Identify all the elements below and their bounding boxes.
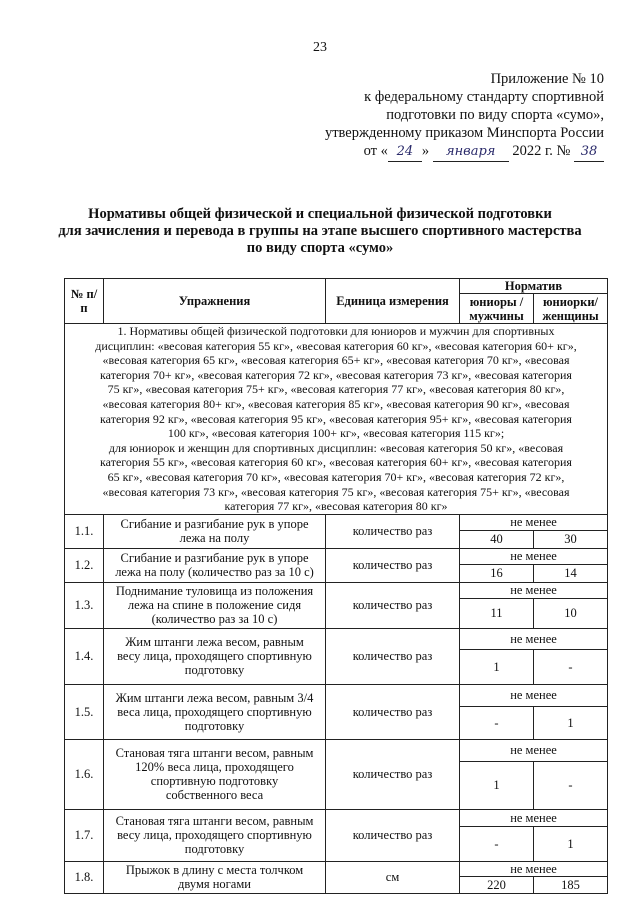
exercise-line: веса лица, проходящего спортивную: [117, 704, 312, 719]
exercise-line: Жим штанги лежа весом, равным: [125, 635, 304, 650]
row-number: 1.4.: [65, 628, 104, 684]
exercise-line: весу лица, проходящего спортивную: [117, 649, 312, 664]
row-value-men: 11: [460, 598, 534, 628]
exercise-line: Становая тяга штанги весом, равным: [115, 746, 314, 761]
norms-table: [64, 278, 608, 894]
exercise-line: Прыжок в длину с места толчком: [125, 863, 304, 878]
date-prefix: от «: [363, 143, 388, 159]
row-qualifier: не менее: [460, 582, 608, 598]
header-num: № п/п: [65, 279, 104, 324]
date-year-text: 2022 г. №: [512, 143, 571, 159]
section-line: «весовая категория 80+ кг», «весовая категория 85 кг», «весовая категория 90 кг», «весовая: [102, 396, 570, 411]
row-value-women: 1: [534, 706, 608, 739]
row-exercise: [104, 548, 326, 582]
section-line: категория 92 кг», «весовая категория 95 кг», «весовая категория 95+ кг», «весовая категория: [100, 411, 572, 426]
row-unit: количество раз: [326, 514, 460, 548]
table-row: [65, 514, 608, 530]
header-juniors-women: юниорки/ женщины: [534, 294, 608, 324]
order-number-handwritten: 38: [574, 143, 604, 162]
row-exercise: [104, 809, 326, 861]
exercise-line: (количество раз за 10 с): [151, 612, 278, 627]
row-unit: см: [326, 861, 460, 893]
table-row: [65, 739, 608, 761]
exercise-line: подготовку: [184, 663, 245, 678]
row-qualifier: не менее: [460, 684, 608, 706]
exercise-line: подготовку: [184, 718, 245, 733]
row-number: 1.3.: [65, 582, 104, 628]
row-value-women: 10: [534, 598, 608, 628]
row-value-men: -: [460, 826, 534, 861]
header-unit: Единица измерения: [326, 279, 460, 324]
row-unit: количество раз: [326, 684, 460, 739]
exercise-line: Сгибание и разгибание рук в упоре: [120, 517, 309, 532]
exercise-line: 120% веса лица, проходящего: [135, 760, 294, 775]
table-row: [65, 861, 608, 876]
section-heading: [65, 324, 608, 515]
appendix-line-1: Приложение № 10: [490, 71, 604, 87]
row-number: 1.1.: [65, 514, 104, 548]
appendix-block: [304, 70, 604, 162]
section-line: категория 55 кг», «весовая категория 60 кг», «весовая категория 60+ кг», «весовая категория: [100, 455, 572, 470]
row-number: 1.2.: [65, 548, 104, 582]
section-line: дисциплин: «весовая категория 55 кг», «весовая категория 60 кг», «весовая категория 60+ кг»,: [95, 338, 577, 353]
exercise-line: Жим штанги лежа весом, равным 3/4: [115, 690, 314, 705]
header-exercise: Упражнения: [104, 279, 326, 324]
row-value-men: 1: [460, 649, 534, 684]
table-row: [65, 548, 608, 564]
row-value-men: 40: [460, 530, 534, 548]
section-line: категория 77 кг», «весовая категория 80 кг»: [224, 499, 448, 514]
row-qualifier: не менее: [460, 514, 608, 530]
title-line-1: Нормативы общей физической и специальной физической подготовки: [88, 206, 552, 222]
row-qualifier: не менее: [460, 739, 608, 761]
table-row: [65, 582, 608, 598]
row-unit: количество раз: [326, 739, 460, 809]
row-value-men: 1: [460, 761, 534, 809]
row-exercise: [104, 684, 326, 739]
appendix-line-3: подготовки по виду спорта «сумо»,: [386, 107, 604, 123]
row-qualifier: не менее: [460, 628, 608, 649]
row-number: 1.8.: [65, 861, 104, 893]
row-unit: количество раз: [326, 809, 460, 861]
row-unit: количество раз: [326, 582, 460, 628]
exercise-line: лежа на полу: [179, 531, 250, 546]
table-row: [65, 628, 608, 649]
row-unit: количество раз: [326, 548, 460, 582]
appendix-line-2: к федеральному стандарту спортивной: [364, 89, 604, 105]
row-exercise: [104, 861, 326, 893]
row-value-women: -: [534, 649, 608, 684]
appendix-line-4: утвержденному приказом Минспорта России: [324, 125, 604, 141]
table-row: [65, 684, 608, 706]
header-juniors-men: юниоры /мужчины: [460, 294, 534, 324]
exercise-line: спортивную подготовку: [150, 774, 279, 789]
section-line: «весовая категория 65 кг», «весовая категория 65+ кг», «весовая категория 70 кг», «весовая: [102, 353, 570, 368]
document-title: [30, 206, 610, 257]
date-month-handwritten: января: [433, 143, 509, 162]
exercise-line: Поднимание туловища из положения: [115, 584, 314, 599]
exercise-line: подготовку: [184, 842, 245, 857]
section-line: категория 70+ кг», «весовая категория 72 кг», «весовая категория 73 кг», «весовая категория: [100, 367, 572, 382]
exercise-line: Становая тяга штанги весом, равным: [115, 814, 314, 829]
exercise-line: собственного веса: [165, 788, 264, 803]
row-value-men: -: [460, 706, 534, 739]
row-number: 1.5.: [65, 684, 104, 739]
row-exercise: [104, 628, 326, 684]
exercise-line: Сгибание и разгибание рук в упоре: [120, 551, 309, 566]
header-norm: Норматив: [460, 279, 608, 294]
row-value-women: 14: [534, 564, 608, 582]
exercise-line: весу лица, проходящего спортивную: [117, 828, 312, 843]
title-line-3: по виду спорта «сумо»: [246, 240, 394, 256]
section-line: для юниорок и женщин для спортивных дисциплин: «весовая категория 50 кг», «весовая: [108, 440, 564, 455]
row-exercise: [104, 739, 326, 809]
section-line: 1. Нормативы общей физической подготовки для юниоров и мужчин для спортивных: [117, 324, 555, 338]
row-number: 1.7.: [65, 809, 104, 861]
row-exercise: [104, 514, 326, 548]
exercise-line: лежа на полу (количество раз за 10 с): [115, 565, 314, 580]
table-row: [65, 809, 608, 826]
exercise-line: двумя ногами: [178, 877, 251, 892]
date-quote-close: »: [421, 143, 430, 159]
row-value-men: 16: [460, 564, 534, 582]
exercise-line: лежа на спине в положение сидя: [127, 598, 302, 613]
row-unit: количество раз: [326, 628, 460, 684]
row-qualifier: не менее: [460, 861, 608, 876]
row-qualifier: не менее: [460, 548, 608, 564]
section-line: «весовая категория 73 кг», «весовая категория 75 кг», «весовая категория 75+ кг», «весовая: [102, 484, 570, 499]
date-day-handwritten: 24: [388, 143, 422, 162]
title-line-2: для зачисления и перевода в группы на этапе высшего спортивного мастерства: [58, 223, 582, 239]
row-value-women: 185: [534, 876, 608, 893]
page-number: 23: [313, 40, 327, 55]
row-exercise: [104, 582, 326, 628]
row-value-women: 30: [534, 530, 608, 548]
appendix-date-line: [304, 142, 604, 162]
row-qualifier: не менее: [460, 809, 608, 826]
row-number: 1.6.: [65, 739, 104, 809]
section-line: 75 кг», «весовая категория 75+ кг», «весовая категория 77 кг», «весовая категория 80 кг»,: [107, 382, 565, 397]
row-value-women: 1: [534, 826, 608, 861]
section-line: 100 кг», «весовая категория 100+ кг», «весовая категория 115 кг»;: [167, 426, 505, 441]
row-value-men: 220: [460, 876, 534, 893]
row-value-women: -: [534, 761, 608, 809]
section-line: 65 кг», «весовая категория 70 кг», «весовая категория 70+ кг», «весовая категория 72 кг»,: [107, 469, 565, 484]
